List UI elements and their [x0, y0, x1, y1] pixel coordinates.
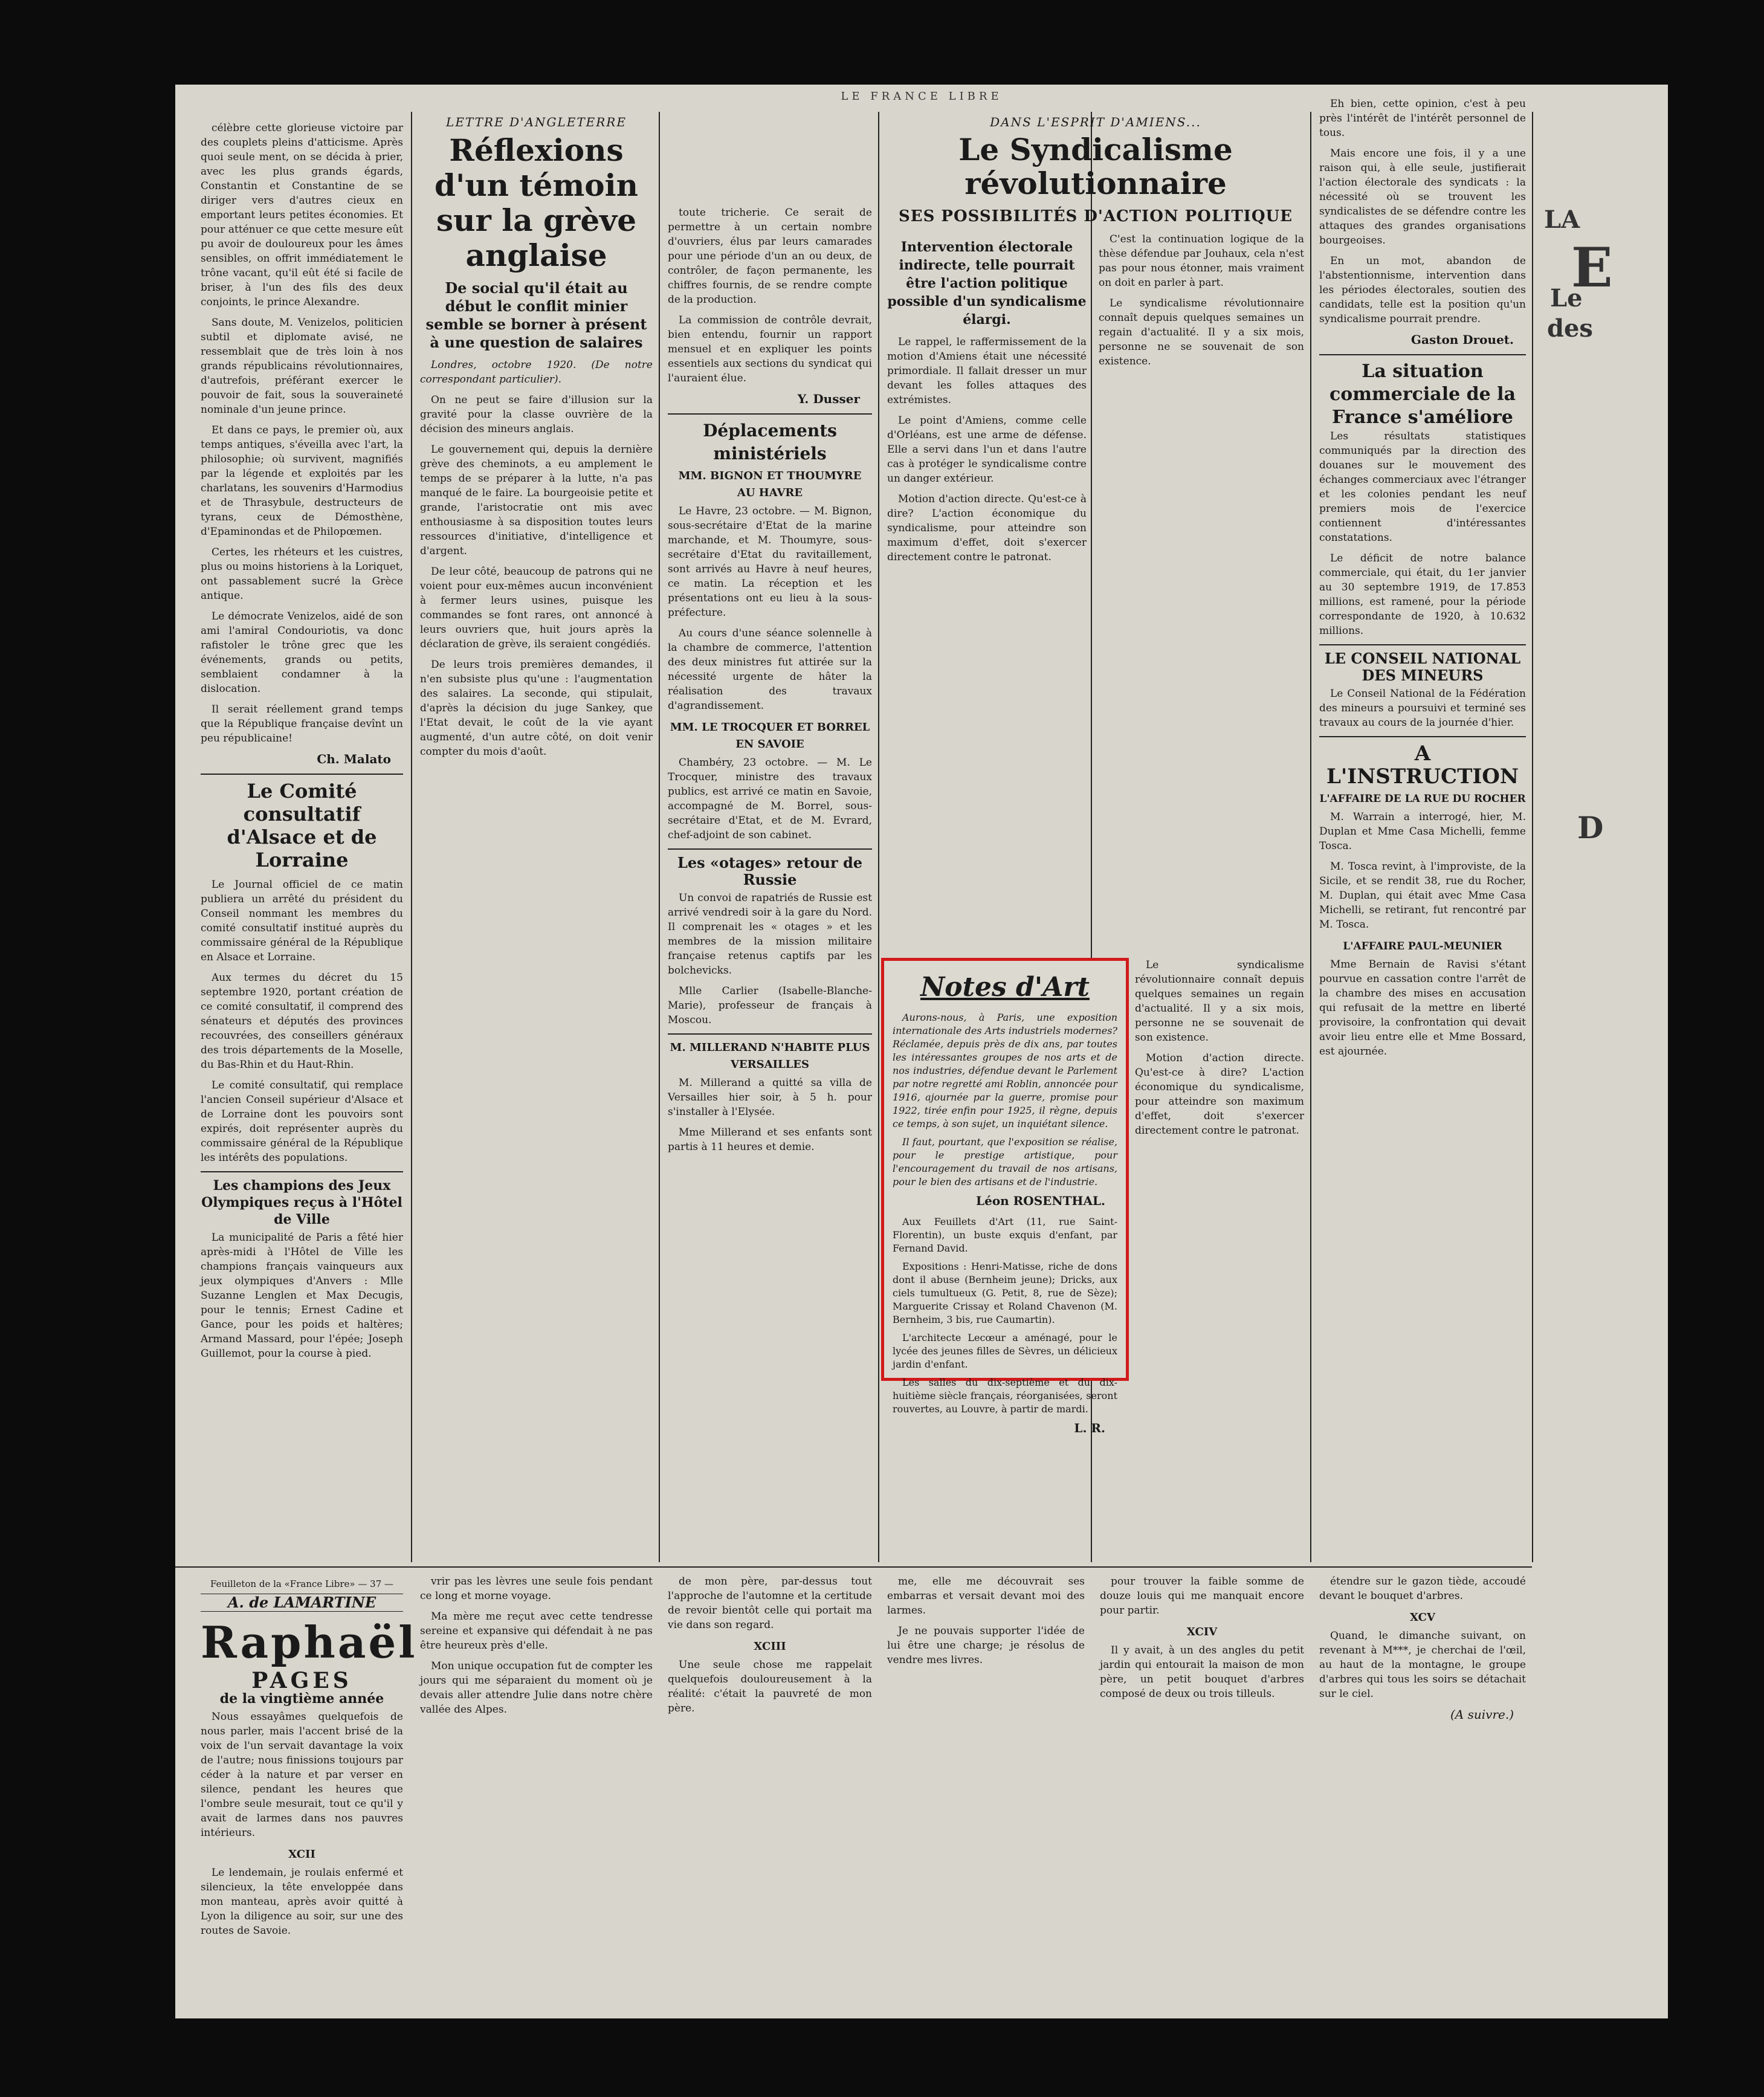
article-paragraph: M. Tosca revint, à l'improviste, de la Sicile, et se rendit 38, rue du Rocher, M. Duplan, qui était avec Mme Casa Michelli, se retirant, fut rencontré par M. Tosca.: [1319, 861, 1526, 931]
article-paragraph: Motion d'action directe. Qu'est-ce à dire? L'action économique du syndicalisme, pour atteindre son maximum d'effet, doit s'exercer directement contre le patronat.: [1135, 1052, 1304, 1137]
divider: [1319, 736, 1526, 737]
signature: Gaston Drouet.: [1410, 332, 1514, 347]
article-paragraph: De leur côté, beaucoup de patrons qui ne voient pour eux-mêmes aucun inconvénient à fermer leurs usines, puisque les commandes se font rares, ont annoncé à leurs ouvriers que, huit jours après la déclaration de grève, ils seraient congédiés.: [420, 566, 653, 650]
divider: [668, 848, 872, 850]
section-number: XCIV: [1186, 1626, 1218, 1638]
article-paragraph: Le déficit de notre balance commerciale, qui était, du 1er janvier au 30 septembre 1919, de 17.853 millions, est ramené, pour la période correspondante de 1920, à 10.632 millions.: [1319, 552, 1526, 637]
article-paragraph: Aux termes du décret du 15 septembre 1920, portant création de ce comité consultatif, il comprend des sénateurs et députés des provinces recouvrées, des conseillers généraux des trois départements de la Moselle, du Bas-Rhin et du Haut-Rhin.: [201, 972, 403, 1071]
feuilleton-col-1: [201, 1574, 418, 2015]
column-rule: [878, 112, 879, 1562]
article-paragraph: En un mot, abandon de l'abstentionnisme, intervention dans les périodes électorales, soutien des candidats, telle est la position qu'un syndicalisme pourrait prendre.: [1319, 255, 1526, 325]
article-paragraph: Je ne pouvais supporter l'idée de lui être une charge; je résolus de vendre mes livres.: [887, 1625, 1085, 1666]
feuilleton-rule: [175, 1566, 1532, 1568]
feuilleton-col-5: [1100, 1574, 1304, 2015]
article-paragraph: Nous essayâmes quelquefois de nous parler, mais l'accent brisé de la voix de l'un servait davantage la voix de l'autre; nous finissions toujours par céder à la nature et par verser en silence, pendant les heures que l'ombre seule mesurait, tout ce qu'il y avait de larmes dans nos pauvres intérieurs.: [201, 1711, 403, 1839]
article-paragraph: Le Conseil National de la Fédération des mineurs a poursuivi et terminé ses travaux au cours de la journée d'hier.: [1319, 688, 1526, 729]
article-paragraph: On ne peut se faire d'illusion sur la gravité pour la classe ouvrière de la décision des mineurs anglais.: [420, 394, 653, 435]
article-paragraph: Mais encore une fois, il y a une raison qui, à elle seule, justifierait l'action électorale des syndicats : la nécessité où se trouvent les syndicalistes de se défendre contre les attaques des grandes organisations bourgeoises.: [1319, 147, 1526, 247]
headline-notes-art: Notes d'Art: [920, 972, 1090, 1003]
headline-conseil: LE CONSEIL NATIONAL DES MINEURS: [1324, 650, 1521, 684]
article-paragraph: Le Havre, 23 octobre. — M. Bignon, sous-secrétaire d'Etat de la marine marchande, et M. Thoumyre, sous-secrétaire d'Etat du ravitaillement, sont arrivés au Havre à neuf heures, ce matin. La réception et les présentations ont eu lieu à la sous-préfecture.: [668, 505, 872, 619]
feuilleton-col-3: [668, 1574, 872, 2015]
article-paragraph: De leurs trois premières demandes, il n'en subsiste plus qu'une : l'augmentation des salaires. La seconde, qui stipulait, d'après la décision du juge Sankey, que l'Etat devait, le coût de la vie ayant augmenté, d'un autre côté, on doit venir compter du mois d'août.: [420, 659, 653, 758]
column-4: [887, 115, 1304, 949]
article-paragraph: Il serait réellement grand temps que la République française devînt un peu républicaine!: [201, 703, 403, 745]
divider: [201, 1171, 403, 1172]
headline-commerce: La situation commerciale de la France s'améliore: [1329, 361, 1516, 428]
section-number: XCV: [1410, 1611, 1435, 1624]
article-paragraph: Motion d'action directe. Qu'est-ce à dire? L'action économique du syndicalisme, pour atteindre son maximum d'effet, doit s'exercer directement contre le patronat.: [887, 493, 1087, 563]
article-paragraph: célèbre cette glorieuse victoire par des couplets pleins d'atticisme. Après quoi seule ment, on se décida à prier, avec les plus grands égards, Constantin et Constantine de se diriger vers d'autres cieux en emportant leurs petites économies. Et pour atténuer ce que cette mesure eût pu avoir de douloureux pour les âmes sensibles, on offrit immédiatement le trône vacant, qu'il eût été si facile de briser, à l'un des fils des deux conjoints, le prince Alexandre.: [201, 122, 403, 308]
article-paragraph: Au cours d'une séance solennelle à la chambre de commerce, l'attention des deux ministres fut attirée sur la nécessité urgente de hâter la réalisation des travaux d'agrandissement.: [668, 627, 872, 712]
divider: [1319, 354, 1526, 355]
signature: Y. Dusser: [797, 392, 860, 406]
article-paragraph: Mon unique occupation fut de compter les jours qui me séparaient du moment où je devais aller attendre Julie dans notre chère vallée des Alpes.: [420, 1660, 653, 1716]
article-paragraph: Une seule chose me rappelait quelquefois douloureusement à la réalité: c'était la pauvreté de mon père.: [668, 1659, 872, 1714]
article-paragraph: me, elle me découvrait ses embarras et versait devant moi des larmes.: [887, 1575, 1085, 1617]
a-suivre: (A suivre.): [1450, 1707, 1514, 1722]
headline-greve-anglaise: Réflexions d'un témoin sur la grève anglaise: [435, 132, 638, 273]
feuilleton-title: Raphaël: [201, 1617, 418, 1668]
column-2: [420, 115, 653, 1562]
column-rule: [659, 112, 660, 1562]
article-paragraph: M. Millerand a quitté sa villa de Versailles hier soir, à 5 h. pour s'installer à l'Elysée.: [668, 1077, 872, 1118]
headline-millerand: M. MILLERAND N'HABITE PLUS VERSAILLES: [670, 1041, 870, 1071]
subhead-trocquer: MM. LE TROCQUER ET BORREL EN SAVOIE: [670, 721, 870, 751]
article-paragraph: de mon père, par-dessus tout l'approche de l'automne et la certitude de revoir bientôt celle qui portait ma vie dans son regard.: [668, 1575, 872, 1631]
article-paragraph: Le rappel, le raffermissement de la motion d'Amiens était une nécessité primordiale. Il fallait dresser un mur devant les folles attaques des extrémistes.: [887, 336, 1087, 406]
article-paragraph: Il y avait, à un des angles du petit jardin qui entourait la maison de mon père, un petit bouquet d'arbres composé de deux ou trois tilleuls.: [1100, 1644, 1304, 1700]
article-paragraph: Mme Millerand et ses enfants sont partis à 11 heures et demie.: [668, 1126, 872, 1153]
headline-otages: Les «otages» retour de Russie: [677, 854, 863, 888]
article-paragraph: Ma mère me reçut avec cette tendresse sereine et expansive qui défendait à ne pas être heureux près d'elle.: [420, 1611, 653, 1652]
article-paragraph: Mlle Carlier (Isabelle-Blanche-Marie), professeur de français à Moscou.: [668, 985, 872, 1026]
article-paragraph: vrir pas les lèvres une seule fois pendant ce long et morne voyage.: [420, 1575, 653, 1602]
article-paragraph: étendre sur le gazon tiède, accoudé devant le bouquet d'arbres.: [1319, 1575, 1526, 1602]
article-paragraph: toute tricherie. Ce serait de permettre à un certain nombre d'ouvriers, élus par leurs camarades pour une période d'un an ou deux, de contrôler, de façon permanente, les chiffres fournis, de se rendre compte de la production.: [668, 207, 872, 306]
article-paragraph: Quand, le dimanche suivant, on revenant à M***, je cherchai de l'œil, au haut de la montagne, le groupe d'arbres qui tous les soirs se détachait sur le ciel.: [1319, 1630, 1526, 1700]
column-rule: [1532, 112, 1533, 1562]
column-5: [1135, 958, 1304, 1562]
column-1: [201, 121, 403, 1562]
article-paragraph: Et dans ce pays, le premier où, aux temps antiques, s'éveilla avec l'art, la philosophie; où survivent, magnifiés par la légende et exploités par les charlatans, les souvenirs d'Harmodius et de Thrasybule, destructeurs de tyrans, ceux de Démosthène, d'Epaminondas et de Philopœmen.: [201, 424, 403, 538]
article-paragraph: Le démocrate Venizelos, aidé de son ami l'amiral Condouriotis, va donc rafistoler le trône grec que les événements, grands ou petits, semblaient condamner à la dislocation.: [201, 610, 403, 695]
feuilleton-subtitle: PAGES: [251, 1668, 352, 1693]
feuilleton-col-6: [1319, 1574, 1526, 2015]
deck-syndicalisme: Intervention électorale indirecte, telle pourrait être l'action politique possible d'un syndicalisme élargi.: [887, 239, 1087, 328]
signature: Léon ROSENTHAL.: [976, 1194, 1105, 1208]
edge-fragment: E: [1571, 236, 1613, 300]
column-3: [668, 205, 872, 1562]
newspaper-page: [175, 85, 1668, 2018]
article-paragraph: Le comité consultatif, qui remplace l'ancien Conseil supérieur d'Alsace et de Lorraine dont les pouvoirs sont expirés, doit représenter auprès du commissaire général de la République les intérêts des populations.: [201, 1079, 403, 1164]
article-paragraph: Le syndicalisme révolutionnaire connaît depuis quelques semaines un regain d'actualité. Il y a six mois, personne ne se souvenait de son existence.: [1099, 297, 1304, 367]
subhead-possibilites: SES POSSIBILITÉS D'ACTION POLITIQUE: [899, 207, 1293, 225]
headline-comite: Le Comité consultatif d'Alsace et de Lorraine: [227, 780, 377, 871]
article-paragraph: Le Journal officiel de ce matin publiera un arrêté du président du Conseil nommant les membres du comité consultatif institué auprès du commissaire général de la République en Alsace et Lorraine.: [201, 879, 403, 963]
article-paragraph: Un convoi de rapatriés de Russie est arrivé vendredi soir à la gare du Nord. Il comprenait les « otages » et les membres de la mission militaire française retenus captifs par les bolchevicks.: [668, 892, 872, 977]
article-paragraph: Le lendemain, je roulais enfermé et silencieux, la tête enveloppée dans mon manteau, après avoir quitté à Lyon la diligence au soir, sur une des routes de Savoie.: [201, 1867, 403, 1937]
article-paragraph: Les salles du dix-septième et du dix-huitième siècle français, réorganisées, seront rouvertes, au Louvre, à partir de mardi.: [893, 1377, 1117, 1415]
feuilleton-author: A. de LAMARTINE: [201, 1594, 403, 1612]
article-paragraph: C'est la continuation logique de la thèse défendue par Jouhaux, cela n'est pas pour nous étonner, mais vraiment on doit en parler à part.: [1099, 233, 1304, 289]
column-6: [1319, 97, 1526, 1562]
divider: [1319, 644, 1526, 645]
signature: Ch. Malato: [317, 752, 391, 766]
section-number: XCII: [288, 1848, 315, 1861]
edge-fragment: des: [1547, 314, 1593, 343]
divider: [668, 413, 872, 415]
kicker-angleterre: LETTRE D'ANGLETERRE: [446, 115, 627, 129]
feuilleton-label: Feuilleton de la «France Libre» — 37 —: [210, 1578, 394, 1589]
article-paragraph: pour trouver la faible somme de douze louis qui me manquait encore pour partir.: [1100, 1575, 1304, 1617]
article-paragraph: Il faut, pourtant, que l'exposition se réalise, pour le prestige artistique, pour l'encouragement du travail de nos artisans, pour le bien des artisans et de l'industrie.: [893, 1136, 1117, 1187]
column-rule: [1310, 112, 1311, 1562]
edge-fragment: LA: [1544, 205, 1580, 234]
subhead-rocher: L'AFFAIRE DE LA RUE DU ROCHER: [1319, 793, 1526, 805]
section-number: XCIII: [754, 1640, 786, 1653]
divider: [201, 774, 403, 775]
article-paragraph: Les résultats statistiques communiqués par la direction des douanes sur le mouvement des échanges commerciaux avec l'étranger et les colonies pendant les neuf premiers mois de l'exercice contiennent d'intéressantes constatations.: [1319, 430, 1526, 544]
page-header: LE FRANCE LIBRE: [841, 90, 1003, 103]
feuilleton-col-2: [420, 1574, 653, 2015]
article-paragraph: Le point d'Amiens, comme celle d'Orléans, est une arme de défense. Elle a servi dans l'un et dans l'autre cas à protéger le syndicalisme contre un danger extérieur.: [887, 415, 1087, 485]
article-paragraph: Eh bien, cette opinion, c'est à peu près l'intérêt de l'intérêt personnel de tous.: [1319, 98, 1526, 139]
edge-fragment: D: [1577, 810, 1604, 845]
article-paragraph: Sans doute, M. Venizelos, politicien subtil et diplomate avisé, ne ressemblait que de très loin à nos grands républicains révolutionnaires, d'autrefois, préférant exercer le pouvoir de fait, sous la souveraineté nominale d'un jeune prince.: [201, 317, 403, 416]
article-paragraph: Londres, octobre 1920. (De notre correspondant particulier).: [420, 359, 653, 386]
article-paragraph: L'architecte Lecœur a aménagé, pour le lycée des jeunes filles de Sèvres, un délicieux jardin d'enfant.: [893, 1332, 1117, 1370]
headline-syndicalisme: Le Syndicalisme révolutionnaire: [958, 132, 1233, 201]
headline-champions: Les champions des Jeux Olympiques reçus à l'Hôtel de Ville: [201, 1178, 402, 1227]
feuilleton-col-4: [887, 1574, 1085, 2015]
subhead-bignon: MM. BIGNON ET THOUMYRE AU HAVRE: [678, 470, 862, 499]
initials: L. R.: [1074, 1421, 1105, 1435]
article-paragraph: Mme Bernain de Ravisi s'étant pourvue en cassation contre l'arrêt de la chambre des mises en accusation qui refusait de la mettre en liberté provisoire, la confrontation qui devait avoir lieu entre elle et Mme Bossard, est ajournée.: [1319, 958, 1526, 1058]
article-paragraph: Aux Feuillets d'Art (11, rue Saint-Florentin), un buste exquis d'enfant, par Fernand David.: [893, 1216, 1117, 1254]
article-paragraph: Le gouvernement qui, depuis la dernière grève des cheminots, a eu amplement le temps de se préparer à la lutte, n'a pas manqué de le faire. La bourgeoisie petite et grande, l'aristocratie ont mis avec enthousiasme à sa disposition toutes leurs ressources d'initiative, d'intelligence et d'argent.: [420, 444, 653, 557]
column-rule: [411, 112, 412, 1562]
article-paragraph: Aurons-nous, à Paris, une exposition internationale des Arts industriels modernes? Réclamée, depuis près de dix ans, par toutes les intéressantes groupes de nos arts et de nos industries, défendue devant le Parlement par notre regretté ami Roblin, annoncée pour 1916, ajournée par la guerre, promise pour 1922, tirée enfin pour 1925, il règne, depuis ce temps, à son sujet, un inquiétant silence.: [893, 1012, 1117, 1129]
headline-deplacements: Déplacements ministériels: [703, 421, 837, 464]
subhead-meunier: L'AFFAIRE PAUL-MEUNIER: [1343, 940, 1502, 952]
article-paragraph: Le syndicalisme révolutionnaire connaît depuis quelques semaines un regain d'actualité. Il y a six mois, personne ne se souvenait de son existence.: [1135, 959, 1304, 1044]
article-paragraph: La commission de contrôle devrait, bien entendu, fournir un rapport mensuel et en expliquer les points essentiels aux sections du syndicat qui l'auraient élue.: [668, 314, 872, 384]
headline-instruction: A L'INSTRUCTION: [1326, 742, 1519, 789]
kicker-amiens: DANS L'ESPRIT D'AMIENS...: [990, 115, 1201, 129]
notes-art-box: [881, 958, 1129, 1435]
article-paragraph: Chambéry, 23 octobre. — M. Le Trocquer, ministre des travaux publics, est arrivé ce matin en Savoie, accompagné de M. Borrel, sous-secrétaire d'Etat, et de M. Evrard, chef-adjoint de son cabinet.: [668, 757, 872, 841]
article-paragraph: Expositions : Henri-Matisse, riche de dons dont il abuse (Bernheim jeune); Dricks, aux ciels tumultueux (G. Petit, 8, rue de Sèze); Marguerite Crissay et Roland Chavenon (M. Bernheim, 3 bis, rue Caumartin).: [893, 1261, 1117, 1325]
divider: [668, 1033, 872, 1035]
feuilleton-subtitle-2: de la vingtième année: [219, 1691, 384, 1707]
deck-greve: De social qu'il était au début le conflit minier semble se borner à présent à une question de salaires: [425, 279, 647, 351]
article-paragraph: La municipalité de Paris a fêté hier après-midi à l'Hôtel de Ville les champions français vainqueurs aux jeux olympiques d'Anvers : Mlle Suzanne Lenglen et Max Decugis, pour le tennis; Ernest Cadine et Gance, pour les poids et haltères; Armand Massard, pour l'épée; Joseph Guillemot, pour la course à pied.: [201, 1232, 403, 1360]
edge-fragment: Le: [1550, 284, 1583, 312]
article-paragraph: Certes, les rhéteurs et les cuistres, plus ou moins historiens à la Loriquet, ont passablement sucré la Grèce antique.: [201, 546, 403, 602]
article-paragraph: M. Warrain a interrogé, hier, M. Duplan et Mme Casa Michelli, femme Tosca.: [1319, 811, 1526, 852]
